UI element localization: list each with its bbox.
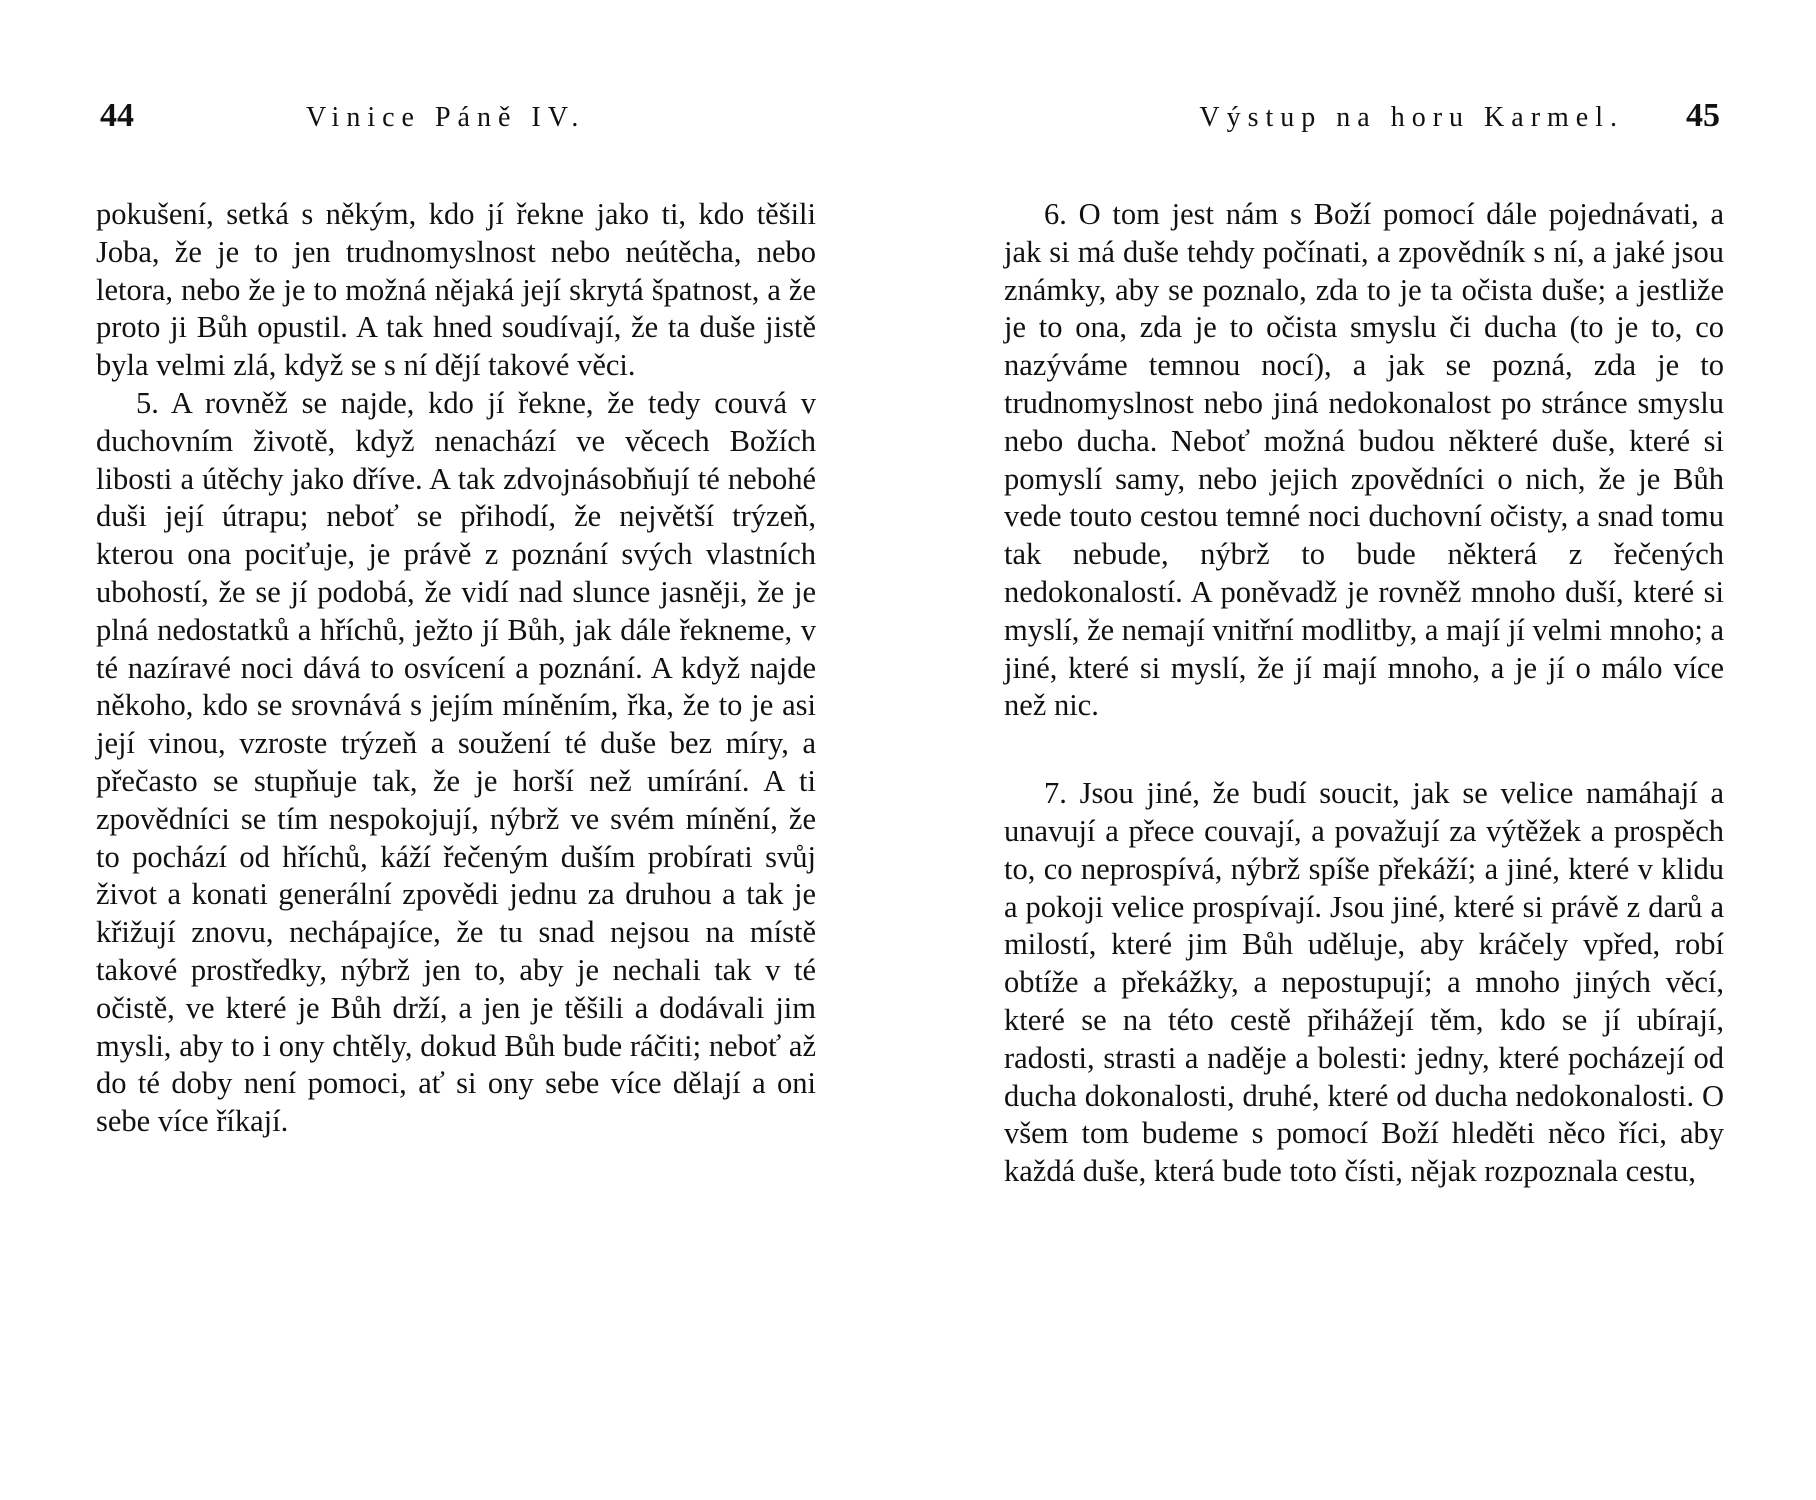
left-page-number: 44 xyxy=(100,97,134,134)
right-running-head: Výstup na horu Karmel. xyxy=(1199,102,1624,133)
right-page-body xyxy=(1004,196,1724,1191)
left-page xyxy=(96,96,816,1436)
right-paragraph-1: 6. O tom jest nám s Boží pomocí dále pojednávati, a jak si má duše tehdy počínati, a zpovědník s ní, a jaké jsou známky, aby se poznalo, zda to je ta očista duše; a jestliže je to ona, zda je to očista smyslu či ducha (to je to, co nazýváme temnou nocí), a jak se pozná, zda je to trudnomyslnost nebo jiná nedokonalost po stránce smyslu nebo ducha. Neboť možná budou některé duše, které si pomyslí samy, nebo jejich zpovědníci o nich, že je Bůh vede touto cestou temné noci duchovní očisty, a snad tomu tak nebude, nýbrž to bude některá z řečených nedokonalostí. A poněvadž je rovněž mnoho duší, které si myslí, že nemají vnitřní modlitby, a mají jí velmi mnoho; a jiné, které si myslí, že jí mají mnoho, a je jí o málo více než nic. xyxy=(1004,197,1724,723)
right-page-number: 45 xyxy=(1686,97,1720,134)
left-paragraph-1: pokušení, setká s někým, kdo jí řekne jako ti, kdo těšili Joba, že je to jen trudnomyslnost nebo neútěcha, nebo letora, nebo že je to možná nějaká její skrytá špatnost, a že proto ji Bůh opustil. A tak hned soudívají, že ta duše jistě byla velmi zlá, když se s ní dějí takové věci. xyxy=(96,197,816,383)
right-paragraph-2: 7. Jsou jiné, že budí soucit, jak se velice namáhají a unavují a přece couvají, a považují za výtěžek a prospěch to, co neprospívá, nýbrž spíše překáží; a jiné, které v klidu a pokoji velice prospívají. Jsou jiné, které si právě z darů a milostí, které jim Bůh uděluje, aby kráčely vpřed, robí obtíže a překážky, a nepostupují; a mnoho jiných věcí, které se na této cestě přihážejí těm, kdo se jí ubírají, radosti, strasti a naděje a bolesti: jedny, které pocházejí od ducha dokonalosti, druhé, které od ducha nedokonalosti. O všem tom budeme s pomocí Boží hleděti něco říci, aby každá duše, která bude toto čísti, nějak rozpoznala cestu, xyxy=(1004,776,1724,1189)
left-paragraph-2: 5. A rovněž se najde, kdo jí řekne, že tedy couvá v duchovním životě, když nenachází ve věcech Božích libosti a útěchy jako dříve. A tak zdvojnásobňují té nebohé duši její útrapu; neboť se přihodí, že největší trýzeň, kterou ona pociťuje, je právě z poznání svých vlastních ubohostí, že se jí podobá, že vidí nad slunce jasněji, že je plná nedostatků a hříchů, ježto jí Bůh, jak dále řekneme, v té nazíravé noci dává to osvícení a poznání. A když najde někoho, kdo se srovnává s jejím míněním, řka, že to je asi její vinou, vzroste trýzeň a soužení té duše bez míry, a přečasto se stupňuje tak, že je horší než umírání. A ti zpovědníci se tím nespokojují, nýbrž ve svém mínění, že to pochází od hříchů, káží řečeným duším probírati svůj život a konati generální zpovědi jednu za druhou a tak je křižují znovu, nechápajíce, že tu snad nejsou na místě takové prostředky, nýbrž jen to, aby je nechali tak v té očistě, ve které je Bůh drží, a jen je těšili a dodávali jim mysli, aby to i ony chtěly, dokud Bůh bude ráčiti; neboť až do té doby není pomoci, ať si ony sebe více dělají a oni sebe více říkají. xyxy=(96,385,816,1139)
left-running-head: Vinice Páně IV. xyxy=(306,102,586,133)
right-page-header xyxy=(1004,96,1724,146)
left-page-header xyxy=(96,96,816,146)
right-page xyxy=(1004,96,1724,1436)
left-page-body xyxy=(96,196,816,1141)
